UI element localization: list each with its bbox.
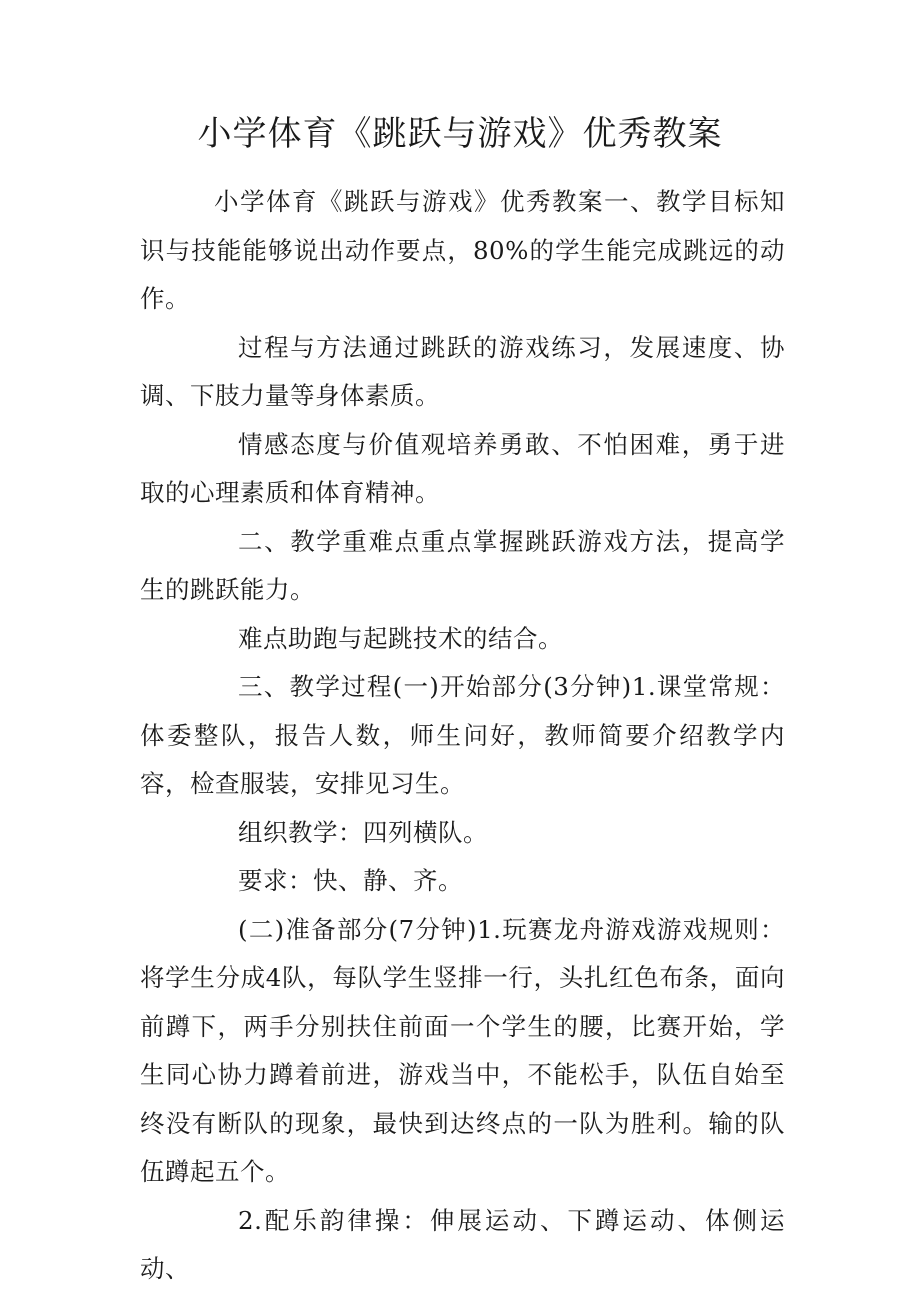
paragraph-warmup-game: (二)准备部分(7分钟)1.玩赛龙舟游戏游戏规则：将学生分成4队，每队学生竖排一行，头扎红色布条，面向前蹲下，两手分别扶住前面一个学生的腰，比赛开始，学生同心协力蹲着前进，游戏当中，不能松手，队伍自始至终没有断队的现象，最快到达终点的一队为胜利。输的队伍蹲起五个。 <box>140 914 785 1186</box>
paragraph-objectives: 小学体育《跳跃与游戏》优秀教案一、教学目标知识与技能能够说出动作要点，80%的学生能完成跳远的动作。 <box>140 187 785 313</box>
paragraph-process-method: 过程与方法通过跳跃的游戏练习，发展速度、协调、下肢力量等身体素质。 <box>140 332 785 410</box>
paragraph-attitude-values: 情感态度与价值观培养勇敢、不怕困难，勇于进取的心理素质和体育精神。 <box>140 429 785 507</box>
paragraph-opening-section: 三、教学过程(一)开始部分(3分钟)1.课堂常规：体委整队，报告人数，师生问好，教师简要介绍教学内容，检查服装，安排见习生。 <box>140 672 785 798</box>
paragraph-key-points: 二、教学重难点重点掌握跳跃游戏方法，提高学生的跳跃能力。 <box>140 526 785 604</box>
document-title: 小学体育《跳跃与游戏》优秀教案 <box>197 114 723 154</box>
paragraph-difficulty: 难点助跑与起跳技术的结合。 <box>238 623 563 653</box>
paragraph-rhythm-exercise: 2.配乐韵律操：伸展运动、下蹲运动、体侧运动、 <box>140 1205 785 1283</box>
paragraph-requirements: 要求：快、静、齐。 <box>238 866 463 895</box>
paragraph-organization: 组织教学：四列横队。 <box>238 817 488 847</box>
document-body <box>140 178 785 1294</box>
